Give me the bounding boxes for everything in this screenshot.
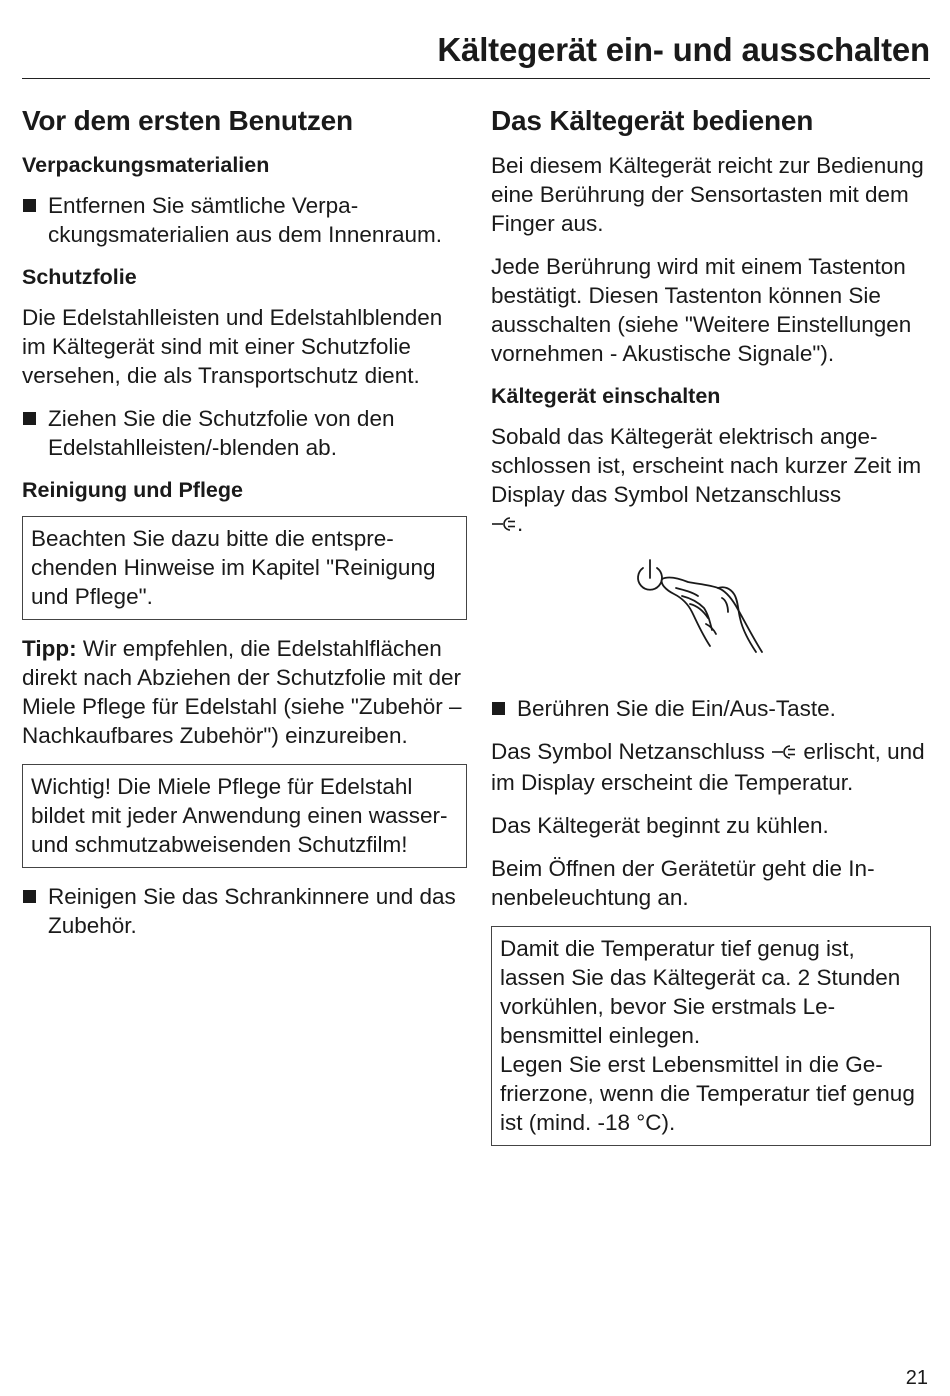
left-column: [22, 100, 467, 954]
plug-icon: [491, 511, 517, 540]
paragraph: Beim Öffnen der Gerätetür geht die Innenbeleuchtung an.: [491, 856, 875, 910]
page-header: [22, 30, 930, 79]
section-heading-operation: Das Kältegerät bedienen: [491, 105, 814, 136]
bullet-item: [22, 882, 467, 940]
paragraph-text: Sobald das Kältegerät elektrisch angeschlossen ist, erscheint nach kurzer Zeit im Display das Symbol Netzanschluss: [491, 424, 922, 507]
plug-icon: [771, 739, 797, 768]
paragraph: Das Kältegerät beginnt zu kühlen.: [491, 813, 829, 838]
subheading-cleaning: Reinigung und Pflege: [22, 478, 243, 502]
power-icon: [638, 560, 662, 590]
subheading-protective-film: Schutzfolie: [22, 265, 137, 289]
bullet-square-icon: [492, 702, 505, 715]
note-text: Legen Sie erst Lebensmittel in die Gefrierzone, wenn die Temperatur tief genug ist (mind. -18 °C).: [500, 1052, 915, 1135]
bullet-item: [491, 694, 931, 723]
period: .: [517, 511, 524, 536]
page-title: Kältegerät ein- und ausschalten: [437, 31, 930, 68]
paragraph-text: erlischt, und im Display erscheint die Temperatur.: [491, 739, 925, 795]
bullet-item: [22, 404, 467, 462]
subheading-packaging: Verpackungsmaterialien: [22, 153, 270, 177]
tip-text: Wir empfehlen, die Edelstahlflächen direkt nach Abziehen der Schutzfolie mit der Miele Pflege für Edelstahl (siehe "Zubehör – Nachkaufbares Zubehör") einzureiben.: [22, 636, 462, 748]
bullet-square-icon: [23, 199, 36, 212]
right-column: [491, 100, 931, 1160]
note-text: Damit die Temperatur tief genug ist, lassen Sie das Kältegerät ca. 2 Stunden vorkühlen, bevor Sie erstmals Lebensmittel einlegen.: [500, 936, 901, 1048]
section-heading-first-use: Vor dem ersten Benutzen: [22, 105, 353, 136]
important-note-box: [22, 764, 467, 868]
paragraph: Jede Berührung wird mit einem Tastenton bestätigt. Diesen Tastenton können Sie ausschalten (siehe "Weitere Einstellungen vornehmen - Akustische Signale").: [491, 254, 912, 366]
note-text: Beachten Sie dazu bitte die entsprechenden Hinweise im Kapitel "Reinigung und Pflege".: [31, 526, 436, 609]
paragraph: [491, 422, 931, 540]
page-number: 21: [905, 1367, 928, 1389]
note-box: [22, 516, 467, 620]
bullet-text: Ziehen Sie die Schutzfolie von den Edelstahlleisten/-blenden ab.: [48, 406, 395, 460]
bullet-square-icon: [23, 890, 36, 903]
tip-label: Tipp:: [22, 636, 77, 661]
bullet-text: Entfernen Sie sämtliche Verpackungsmaterialien aus dem Innenraum.: [48, 193, 442, 247]
bullet-text: Reinigen Sie das Schrankinnere und das Zubehör.: [48, 884, 456, 938]
hand-icon: [626, 554, 796, 662]
paragraph: [491, 737, 931, 797]
paragraph: Bei diesem Kältegerät reicht zur Bedienung eine Berührung der Sensortasten mit dem Finger aus.: [491, 153, 924, 236]
note-text: Wichtig! Die Miele Pflege für Edelstahl bildet mit jeder Anwendung einen wasser- und schmutzabweisenden Schutzfilm!: [31, 774, 448, 857]
bullet-item: [22, 191, 467, 249]
note-box: [491, 926, 931, 1146]
power-button-illustration: [491, 554, 931, 684]
paragraph-text: Das Symbol Netzanschluss: [491, 739, 772, 764]
subheading-switch-on: Kältegerät einschalten: [491, 384, 721, 408]
tip-paragraph: [22, 634, 467, 750]
paragraph: Die Edelstahlleisten und Edelstahlblenden im Kältegerät sind mit einer Schutzfolie versehen, die als Transportschutz dient.: [22, 305, 443, 388]
bullet-square-icon: [23, 412, 36, 425]
bullet-text: Berühren Sie die Ein/Aus-Taste.: [517, 696, 836, 721]
